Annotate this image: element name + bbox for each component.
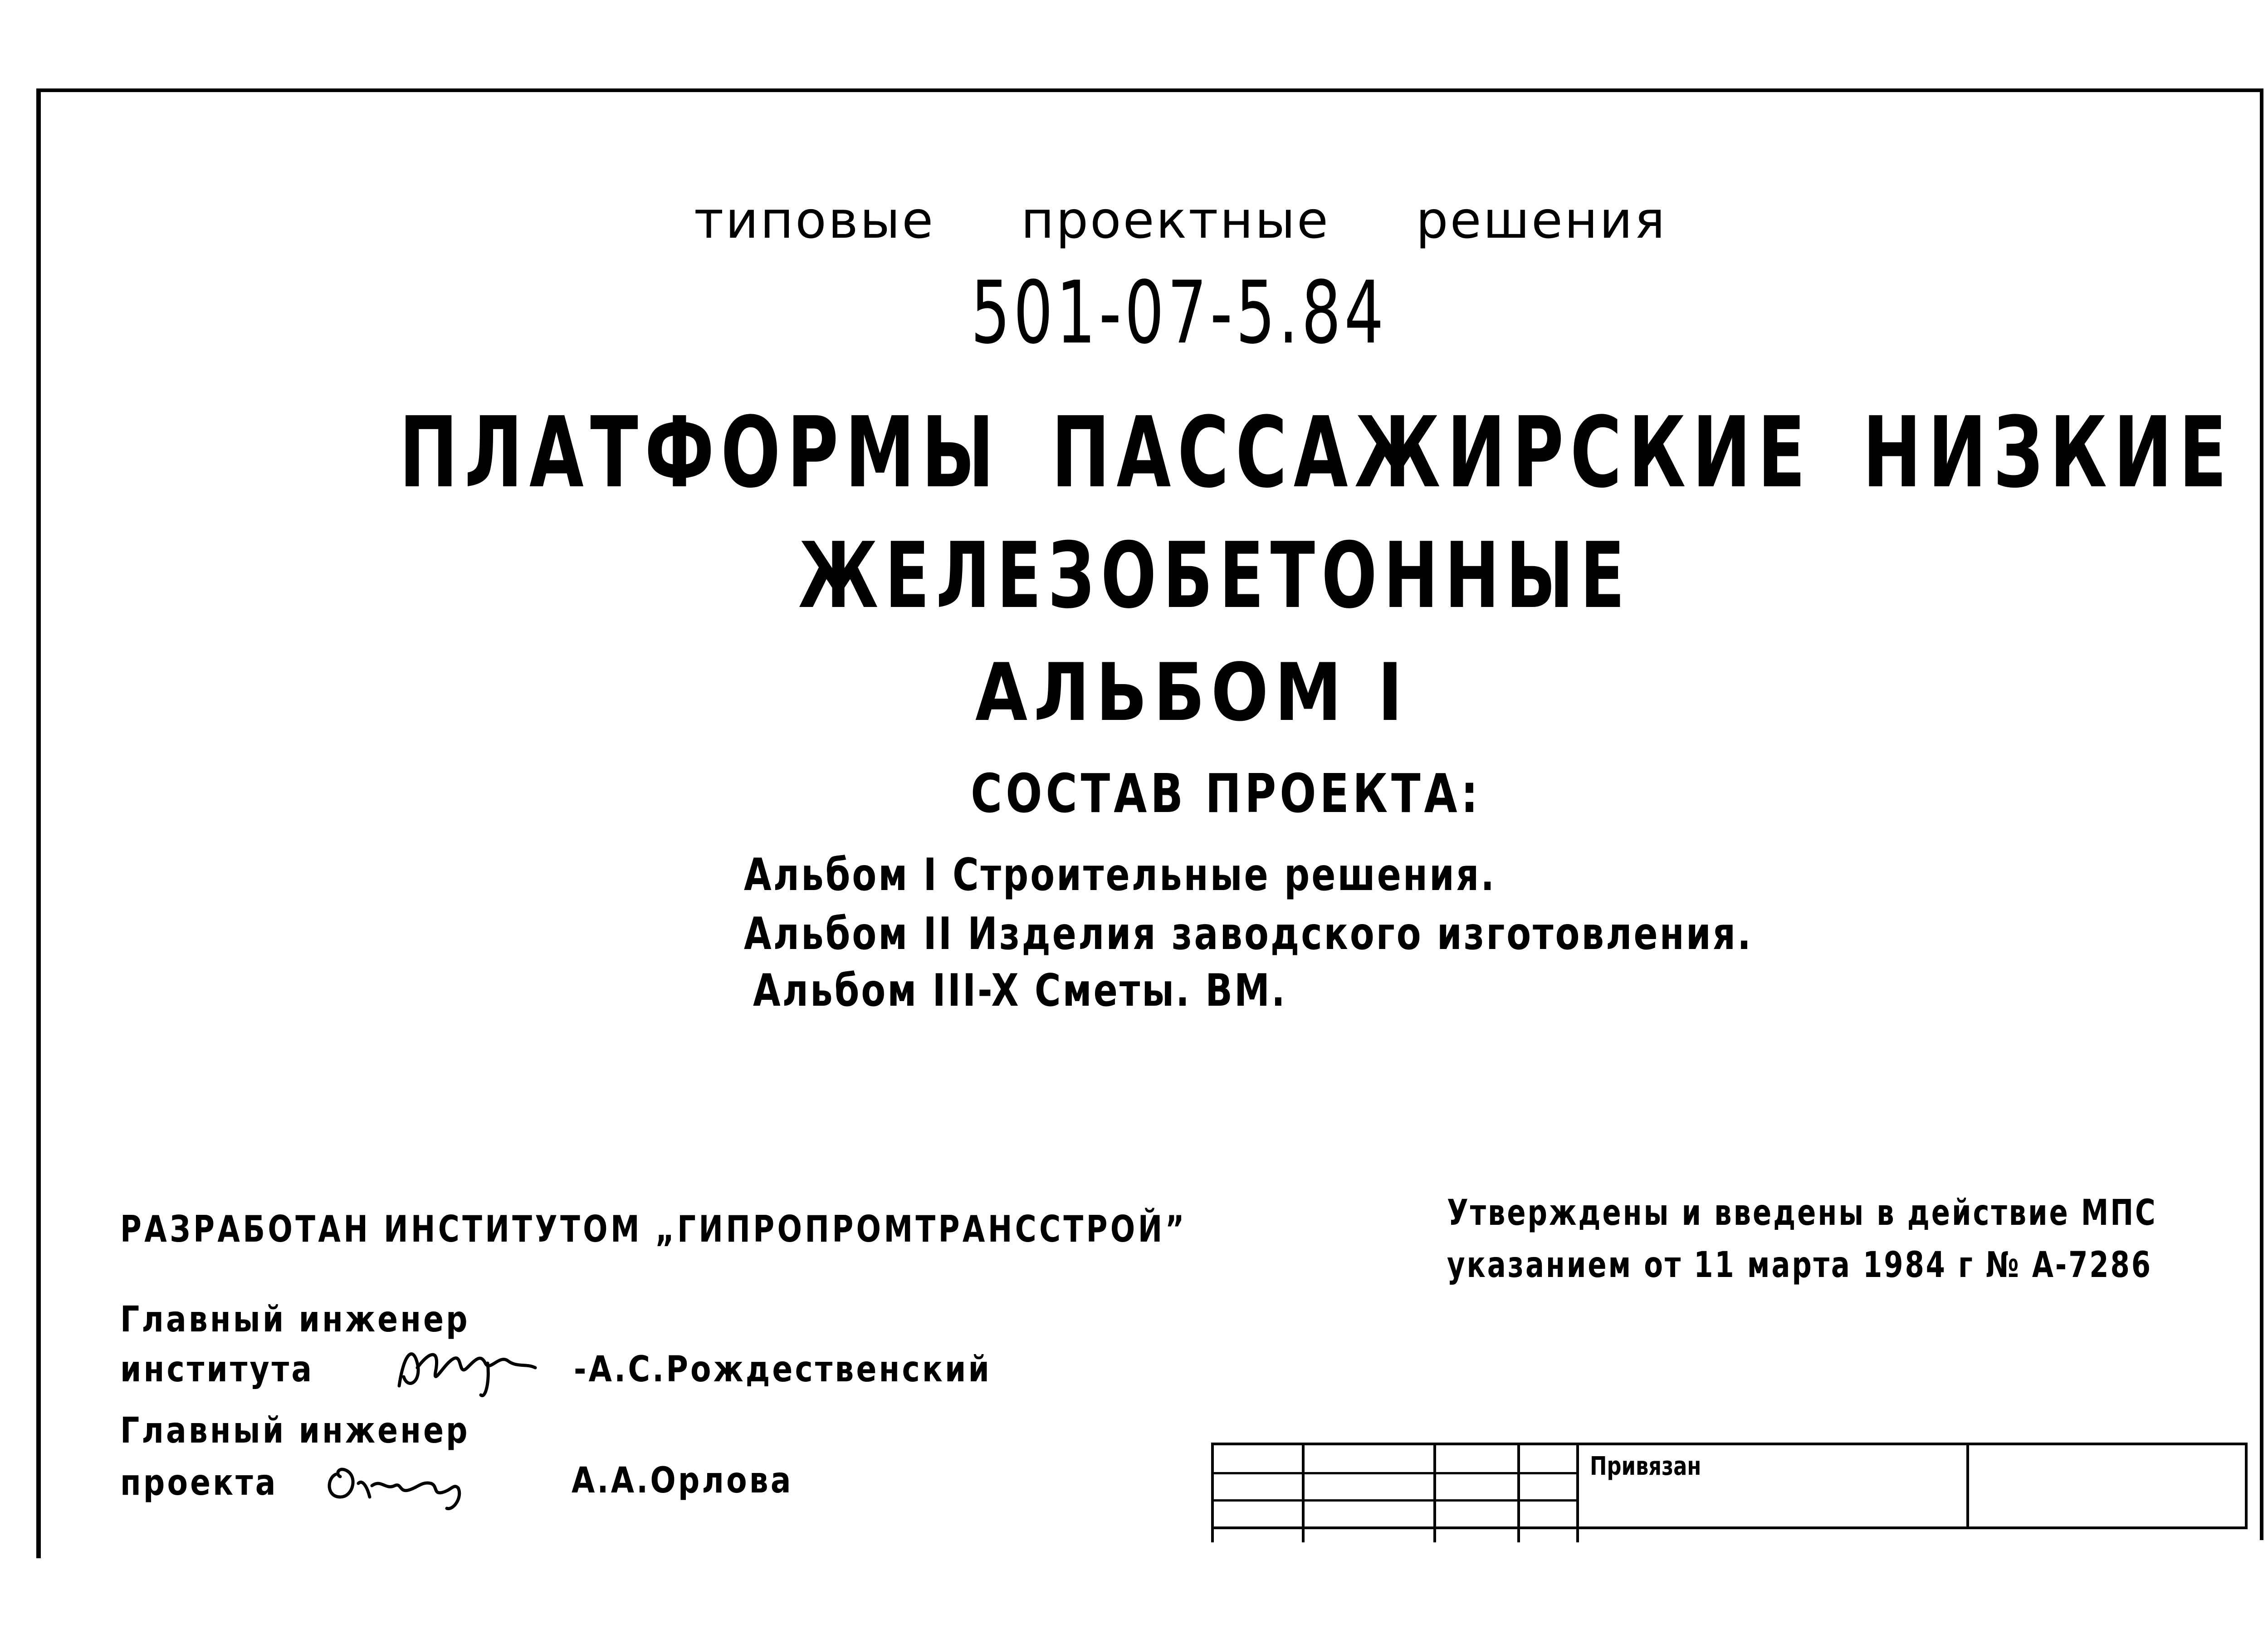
- frame-corner-mark: [36, 1540, 41, 1558]
- title-line-1: ПЛАТФОРМЫ ПАССАЖИРСКИЕ НИЗКИЕ: [399, 396, 2234, 509]
- stamp-label-privyazan: Привязан: [1590, 1452, 1701, 1481]
- chief-institute-sub: института: [120, 1349, 314, 1390]
- composition-heading: СОСТАВ ПРОЕКТА:: [971, 762, 1482, 825]
- document-number: 501-07-5.84: [971, 263, 1387, 363]
- composition-item: Альбом II Изделия заводского изготовления.: [744, 908, 1753, 960]
- chief-institute-title: Главный инженер: [120, 1299, 470, 1340]
- chief-project-sub: проекта: [120, 1463, 278, 1503]
- album-label: АЛЬБОМ I: [975, 647, 1409, 739]
- signature-rozhdestvensky: [390, 1336, 572, 1404]
- composition-item: Альбом III-X Сметы. ВМ.: [753, 965, 1287, 1017]
- chief-project-name: А.А.Орлова: [572, 1460, 793, 1501]
- approval-line-2: указанием от 11 марта 1984 г № А-7286: [1447, 1245, 2153, 1286]
- signature-orlova: [318, 1447, 499, 1515]
- title-block-stamp: [1211, 1443, 2248, 1542]
- series-heading: типовые проектные решения: [694, 191, 1667, 250]
- title-line-2: ЖЕЛЕЗОБЕТОННЫЕ: [798, 523, 1632, 629]
- approval-line-1: Утверждены и введены в действие МПС: [1447, 1193, 2157, 1233]
- composition-item: Альбом I Строительные решения.: [744, 849, 1496, 901]
- chief-project-title: Главный инженер: [120, 1410, 470, 1451]
- chief-institute-name: -А.С.Рождественский: [574, 1349, 992, 1390]
- developer-line: РАЗРАБОТАН ИНСТИТУТОМ „ГИПРОПРОМТРАНССТРОЙ”: [120, 1208, 1188, 1250]
